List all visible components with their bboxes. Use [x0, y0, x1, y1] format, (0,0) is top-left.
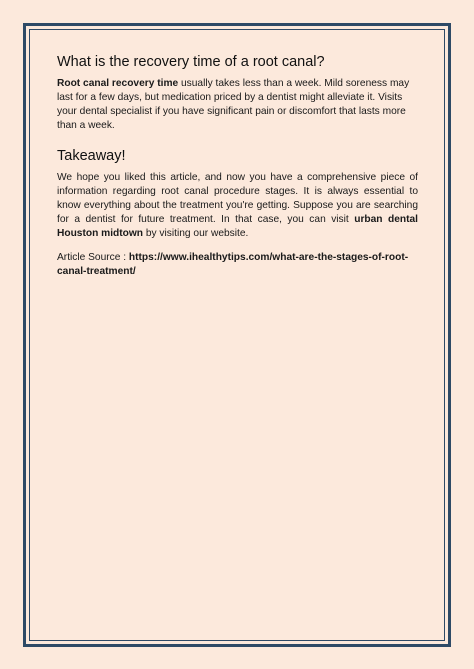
recovery-time-text: usually takes less than a week. Mild soreness may last for a few days, but medication priced by a dentist might alleviate it. Visits your dental specialist if you have significant pain or discomfort that lasts more than a week.: [57, 78, 410, 131]
recovery-time-bold-lead: Root canal recovery time: [57, 78, 179, 89]
recovery-time-heading: What is the recovery time of a root canal?: [57, 54, 325, 70]
takeaway-paragraph: [57, 171, 418, 241]
article-body: [57, 53, 418, 279]
dental-clinic-link[interactable]: urban dental Houston midtown: [57, 214, 418, 239]
takeaway-text-after: by visiting our website.: [143, 228, 249, 239]
article-source: [57, 251, 418, 279]
article-source-label: Article Source :: [57, 252, 129, 263]
article-source-url[interactable]: https://www.ihealthytips.com/what-are-the-stages-of-root-canal-treatment/: [57, 252, 409, 277]
recovery-time-paragraph: [57, 77, 418, 133]
takeaway-heading: Takeaway!: [57, 148, 126, 164]
takeaway-text-before: We hope you liked this article, and now you have a comprehensive piece of information regarding root canal procedure stages. It is always essential to know everything about the treatment you're getting. Suppose you are searching for a dentist for future treatment. In that case, you can visit: [57, 172, 418, 225]
